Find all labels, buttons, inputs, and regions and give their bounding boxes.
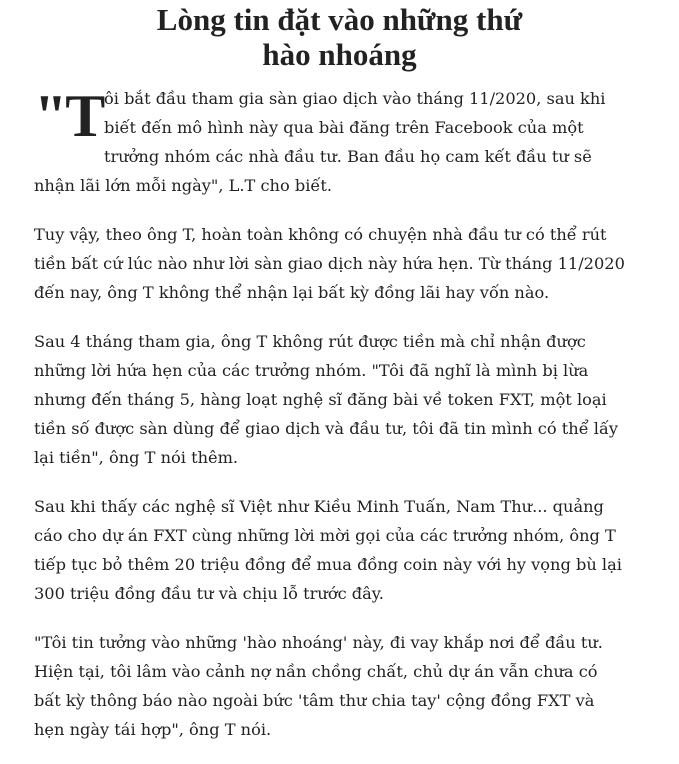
paragraph-line: hẹn ngày tái hợp", ông T nói. — [34, 720, 272, 739]
body-paragraph — [34, 220, 654, 307]
paragraph-line: tiền bất cứ lúc nào như lời sàn giao dịch này hứa hẹn. Từ tháng 11/2020 — [34, 254, 625, 273]
headline-line: Lòng tin đặt vào những thứ — [156, 2, 523, 37]
paragraph-line: "Tôi tin tưởng vào những 'hào nhoáng' này, đi vay khắp nơi để đầu tư. — [34, 633, 603, 652]
paragraph-line: Hiện tại, tôi lâm vào cảnh nợ nần chồng chất, chủ dự án vẫn chưa có — [34, 662, 598, 681]
drop-cap: "T — [34, 83, 104, 149]
paragraph-line: tiền số được sàn dùng để giao dịch và đầu tư, tôi đã tin mình có thể lấy — [34, 419, 619, 438]
paragraph-line: lại tiền", ông T nói thêm. — [34, 448, 239, 467]
paragraph-line: cáo cho dự án FXT cùng những lời mời gọi của các trưởng nhóm, ông T — [34, 526, 616, 545]
paragraph-line: biết đến mô hình này qua bài đăng trên Facebook của một — [104, 118, 584, 137]
paragraph-line: những lời hứa hẹn của các trưởng nhóm. "Tôi đã nghĩ là mình bị lừa — [34, 361, 589, 380]
paragraph-line: ôi bắt đầu tham gia sàn giao dịch vào tháng 11/2020, sau khi — [104, 89, 606, 108]
lead-paragraph — [34, 84, 654, 200]
article-headline — [0, 2, 679, 72]
paragraph-line: tiếp tục bỏ thêm 20 triệu đồng để mua đồng coin này với hy vọng bù lại — [34, 555, 622, 574]
paragraph-line: nhưng đến tháng 5, hàng loạt nghệ sĩ đăng bài về token FXT, một loại — [34, 390, 607, 409]
body-paragraph — [34, 628, 654, 744]
paragraph-line: 300 triệu đồng đầu tư và chịu lỗ trước đây. — [34, 584, 384, 603]
paragraph-line: đến nay, ông T không thể nhận lại bất kỳ đồng lãi hay vốn nào. — [34, 283, 550, 302]
paragraph-line: Tuy vậy, theo ông T, hoàn toàn không có chuyện nhà đầu tư có thể rút — [34, 225, 607, 244]
paragraph-line: Sau 4 tháng tham gia, ông T không rút được tiền mà chỉ nhận được — [34, 332, 586, 351]
paragraph-line: nhận lãi lớn mỗi ngày", L.T cho biết. — [34, 176, 332, 195]
body-paragraph — [34, 327, 654, 472]
article-body — [34, 84, 654, 764]
headline-line: hào nhoáng — [262, 37, 417, 72]
paragraph-line: bất kỳ thông báo nào ngoài bức 'tâm thư chia tay' cộng đồng FXT và — [34, 691, 595, 710]
paragraph-line: Sau khi thấy các nghệ sĩ Việt như Kiều Minh Tuấn, Nam Thư... quảng — [34, 497, 604, 516]
paragraph-line: trưởng nhóm các nhà đầu tư. Ban đầu họ cam kết đầu tư sẽ — [104, 147, 592, 166]
body-paragraph — [34, 492, 654, 608]
